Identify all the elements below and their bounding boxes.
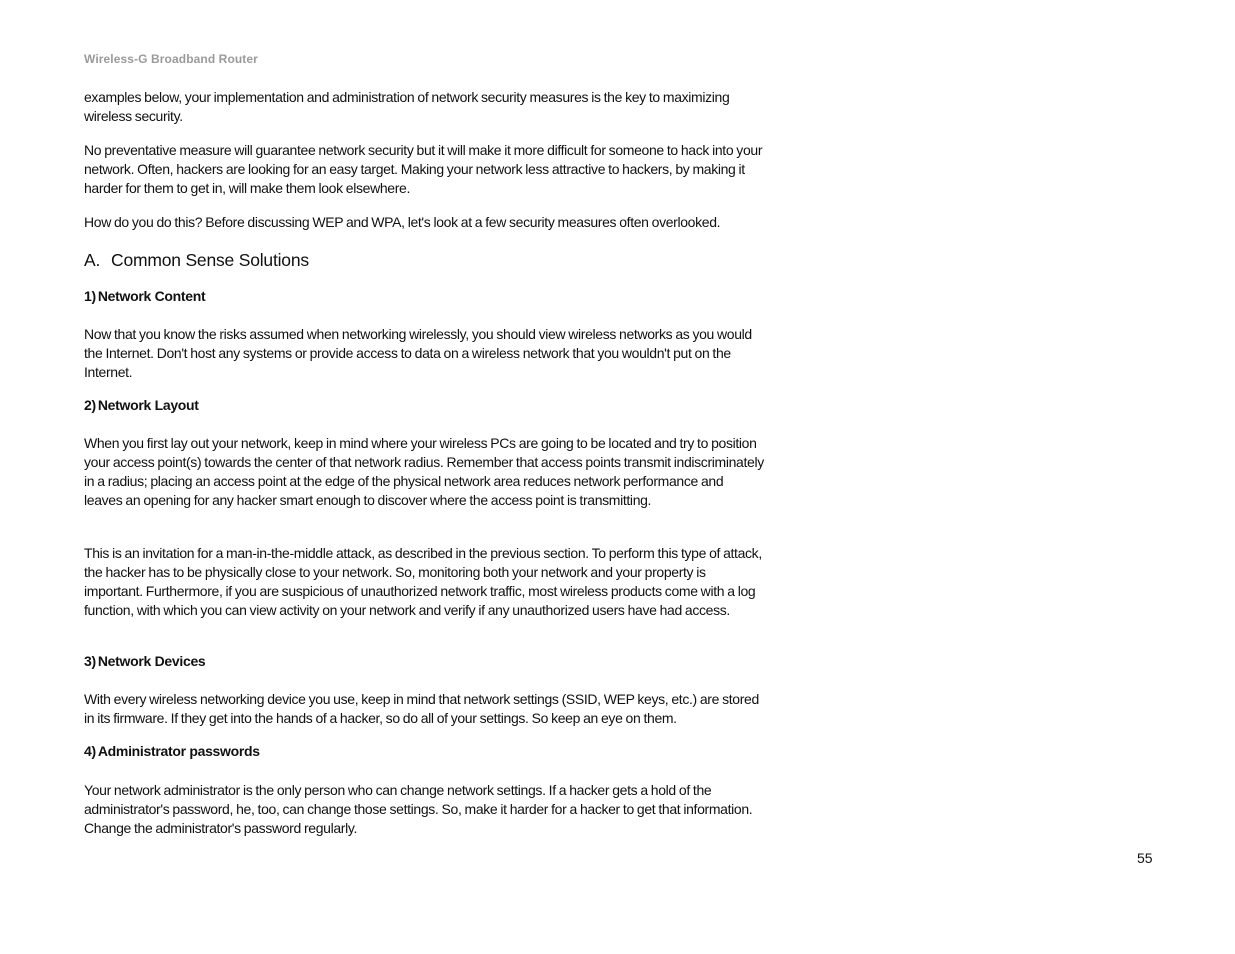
subsection-number: 1) [84,288,96,304]
subsection-paragraph: This is an invitation for a man-in-the-middle attack, as described in the previous section. To perform this type of attack, the hacker has to be physically close to your network. So, monitoring both your network and your property is important. Furthermore, if you are suspicious of unauthorized network traffic, most wireless products come with a log function, with which you can view activity on your network and verify if any unauthorized users have had access. [84,545,762,618]
section-letter: A. [84,250,101,270]
section-title: Common Sense Solutions [111,250,309,270]
subsection-paragraph: Now that you know the risks assumed when networking wirelessly, you should view wireless networks as you would the Internet. Don't host any systems or provide access to data on a wireless network that you wouldn't put on the Internet. [84,326,752,380]
intro-paragraph: examples below, your implementation and administration of network security measures is the key to maximizing wireless security. [84,89,730,124]
intro-paragraph: No preventative measure will guarantee network security but it will make it more difficult for someone to hack into your network. Often, hackers are looking for an easy target. Making your network less attractive to hackers, by making it harder for them to get in, will make them look elsewhere. [84,142,763,196]
subsection-heading [84,653,205,669]
subsection-title: Administrator passwords [97,743,260,759]
subsection-number: 4) [84,743,96,759]
subsection-paragraph: Your network administrator is the only person who can change network settings. If a hacker gets a hold of the administrator's password, he, too, can change those settings. So, make it harder for a hacker to get that information. Change the administrator's password regularly. [84,782,753,836]
running-header: Wireless-G Broadband Router [84,52,258,66]
subsection-number: 3) [84,653,96,669]
subsection-heading [84,743,260,759]
page-number: 55 [1137,850,1153,866]
intro-paragraph: How do you do this? Before discussing WEP and WPA, let's look at a few security measures often overlooked. [84,214,721,230]
subsection-paragraph: When you first lay out your network, keep in mind where your wireless PCs are going to be located and try to position your access point(s) towards the center of that network radius. Remember that access points transmit indiscriminately in a radius; placing an access point at the edge of the physical network area reduces network performance and leaves an opening for any hacker smart enough to discover where the access point is transmitting. [84,435,764,508]
subsection-title: Network Content [97,288,206,304]
subsection-heading [84,397,199,413]
subsection-paragraph: With every wireless networking device you use, keep in mind that network settings (SSID, WEP keys, etc.) are stored in its firmware. If they get into the hands of a hacker, so do all of your settings. So keep an eye on them. [84,691,759,726]
subsection-title: Network Layout [97,397,199,413]
subsection-title: Network Devices [97,653,206,669]
subsection-number: 2) [84,397,96,413]
section-heading [84,250,309,271]
subsection-heading [84,288,205,304]
